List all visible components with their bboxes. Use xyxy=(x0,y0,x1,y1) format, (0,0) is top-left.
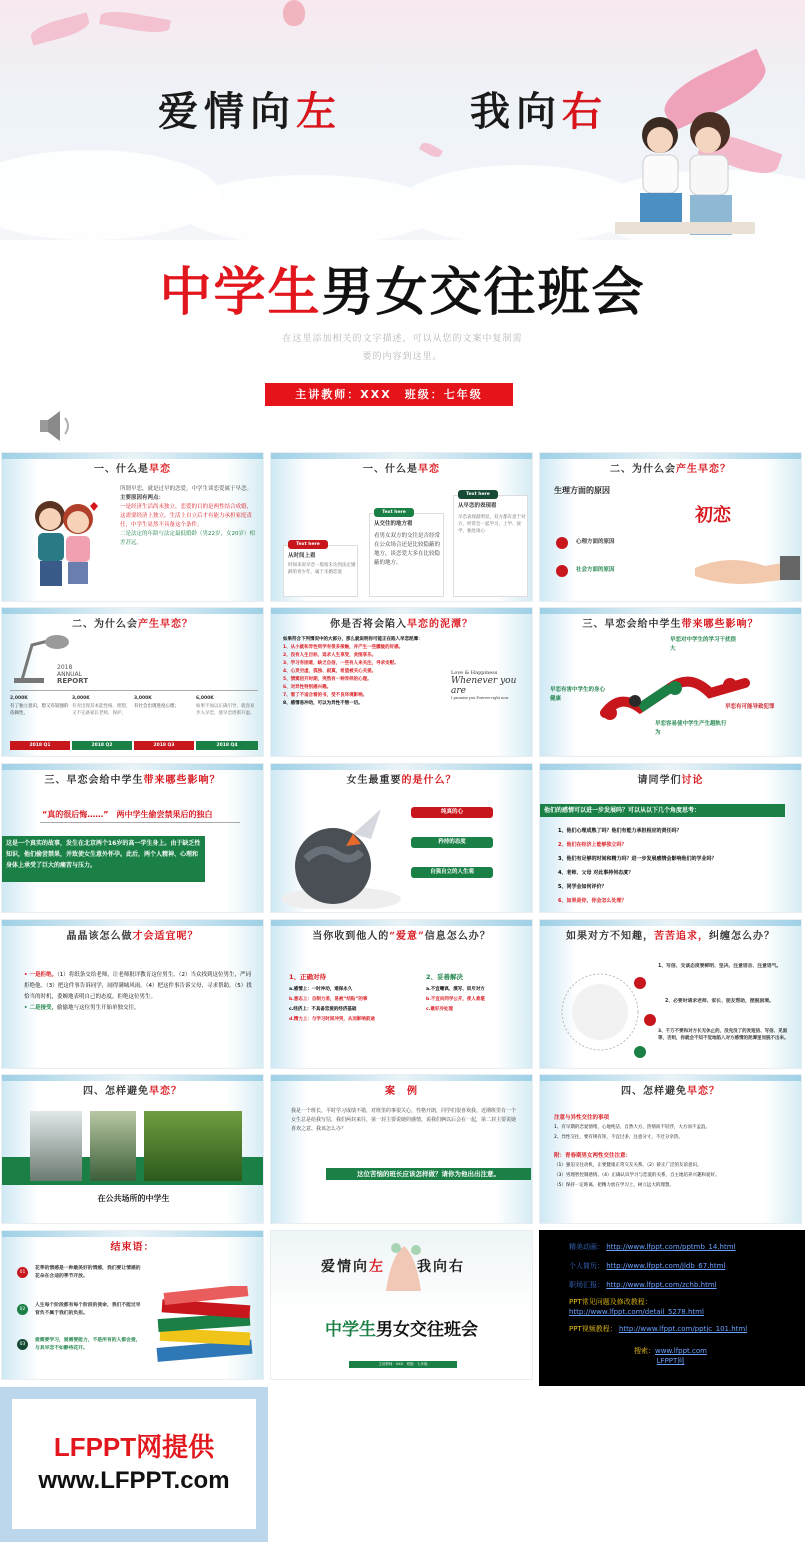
card-tag: Text here xyxy=(374,508,414,517)
card-text: 早恋表现最明显，双方都有意于对方，经常会一起学习、上学、放学，独处谈心 xyxy=(458,515,526,534)
links-panel xyxy=(539,1230,805,1386)
slide-impacts xyxy=(539,607,802,757)
slide-conclusion xyxy=(1,1230,264,1380)
virtue-label: 矜持的态度 xyxy=(411,837,493,848)
slide-jingjing xyxy=(1,919,264,1069)
case-question: 这位苦恼的班长应该怎样做？请你为他出出注意。 xyxy=(326,1168,531,1180)
report-col: 3,000K 有社会出现进度心理； xyxy=(134,696,179,709)
conclusion-text: 花季的情感是一种最美好的情感，我们要让情感的花朵在合适的季节开放。 xyxy=(35,1266,141,1279)
slide-title: 四、怎样避免早恋？ xyxy=(621,1086,720,1097)
closing-teacher: 主讲教师：XXX 班级：七年级 xyxy=(349,1361,457,1368)
quote-line: “真的很后悔……” 两中学生偷尝禁果后的独白 xyxy=(42,810,213,819)
banner-title: LFPPT网提供 xyxy=(53,1432,215,1462)
step-text: 3、千万不要和对方长无休止的，没完没了的发短信、写信、见面等，否则，你就会不知不觉地陷入对方感情的泥潭里而脱不出来。 xyxy=(658,1029,789,1041)
annual-report: 2018 ANNUAL REPORT xyxy=(57,664,89,685)
card-heading: 从早恋的表现看 xyxy=(458,503,497,509)
definition-text: 所谓早恋，就是过早的恋爱。中学生谈恋爱属于早恋。 主要原因有两点： 一是经济生活尚未独立，恋爱的目的是两性结合成婚，这需要经济上独立，生活上自立后才有能力承担家庭责任，中学生显然不具备这个条件。 二是法定的年龄与法定最低婚龄（男22岁，女20岁）相差甚远。 xyxy=(120,486,255,546)
books-illustration xyxy=(152,1286,260,1366)
slide-discussion xyxy=(539,763,802,913)
banner-url[interactable]: www.LFPPT.com xyxy=(38,1467,230,1494)
section-heading: 生理方面的原因 xyxy=(554,486,610,495)
avoid-notes: 注意与异性交往的事项 1、有早期的恋爱情绪，心地纯洁，自然大方，热情而不轻浮，大方而不孟浪。 2、异性交往，要有规有矩，不宜过多，注意分寸，不过分亲热。 附：青春期男女两性交往注意： （1）强迫交往动机，正要健康正常交友关系。（2）矫正广泛的友谊意识。 （3）男理智控制感情。（4）正确认识学习与恋爱的关系，自主地培养兴趣和爱好。 （5）保持一定距离，把精力放在学习上，树立远大的理想。 xyxy=(554,1115,720,1188)
impact-label: 早恋有害中学生的身心健康 xyxy=(550,687,606,702)
slide-title: 晶晶该怎么做才会适宜呢？ xyxy=(66,931,199,942)
slide-how-to-avoid-2 xyxy=(539,1074,802,1224)
subtitle: 在这里添加相关的文字描述，可以从您的文案中复制需 要的内容到这里。 xyxy=(282,334,523,362)
slide-are-you-trapped xyxy=(270,607,533,757)
card-behavior xyxy=(453,492,528,597)
slide-persistent-pursuit xyxy=(539,919,802,1069)
link-list xyxy=(569,1240,747,1336)
lfppt-banner xyxy=(0,1387,268,1542)
slide-how-to-avoid xyxy=(1,1074,264,1224)
slide-title: 三、早恋会给中学生带来哪些影响？ xyxy=(582,619,759,630)
link-item[interactable]: 精美动画： http://www.lfppt.com/pptmb_14.html xyxy=(569,1243,736,1251)
virtue-label: 纯真的心 xyxy=(411,807,493,818)
step-text: 2、必要时请求老师、家长、朋友帮助，摆脱困境。 xyxy=(665,999,774,1004)
slide-real-story xyxy=(1,763,264,913)
slide-closing xyxy=(270,1230,533,1380)
card-tag: Text here xyxy=(288,540,328,549)
closing-title: 中学生男女交往班会 xyxy=(325,1320,478,1340)
slide-title: 二、为什么会产生早恋？ xyxy=(610,464,731,475)
bullet-icon xyxy=(556,537,568,549)
globe-rocket-illustration xyxy=(281,804,401,909)
reason-item: 心理方面的原因 xyxy=(576,539,615,545)
kids-illustration xyxy=(30,491,100,591)
impact-label: 早恋对中学生的学习干扰很大 xyxy=(670,637,737,652)
slide-why-early-love xyxy=(539,452,802,602)
search-block[interactable]: 搜索：www.lfppt.com LFPPT网 xyxy=(634,1347,707,1365)
number-badge: 03 xyxy=(17,1339,28,1350)
checklist: 如果符合下列情况中的大部分，那么就说明你可能正在陷入早恋泥潭： 1、从小就和异性同学有很多接触，并产生一些朦胧的好感。 2、没有人生目标，追求人生享受，贪图享乐。 3、学习有困难，缺乏自信，一些有人来关注，寻求安慰。 4、心灵空虚，孤独、寂寞，希望被关心关爱。 5、情窦初开时期，突然有一种异样的心理。 6、对异性特别感兴趣。 7、看了不适合看的书，受不良环境影响。 8、感情易冲动，可以为异性不惜一切。 xyxy=(283,637,423,706)
photo-bus-stop xyxy=(30,1111,82,1181)
photo-couple xyxy=(90,1111,136,1181)
bullet-icon xyxy=(556,565,568,577)
report-col: 2,000K 有了独立意识，想又有较强的依赖性。 xyxy=(10,696,69,716)
slide-title: 案 例 xyxy=(385,1086,418,1097)
closing-calligraphy: 爱情向左 我向右 xyxy=(321,1259,465,1275)
photo-lawn xyxy=(144,1111,242,1181)
report-col: 6,000K 如果不加以正确引导，就容易步入早恋，使早恋逐渐升温。 xyxy=(196,696,255,716)
reason-item: 社会方面的原因 xyxy=(576,567,615,573)
quarter-tag: 2018 Q3 xyxy=(134,741,194,750)
handle-correctly: 1、正确对待 a.感情上：一时冲动，难保永久 b.意志上：自制力差，易被“结贴”的事 c.经济上：不具备恋爱的经济基础 d.精力上：与学习时间冲突，从而影响前途 xyxy=(289,973,375,1022)
slide-title: 当你收到他人的“爱意”信息怎么办？ xyxy=(312,931,491,942)
cover-slide xyxy=(0,0,805,450)
slide-title: 女生最重要的是什么？ xyxy=(346,775,457,786)
card-place xyxy=(369,510,444,597)
impact-label: 早恋有可能导致犯罪 xyxy=(725,704,775,710)
quarter-tag: 2018 Q4 xyxy=(196,741,258,750)
first-love-art: 初恋 xyxy=(695,505,731,526)
case-story: 我是一个班长，平时学习成绩不错，对班里的事很关心，性格开朗，同学们很喜欢我。近期班里有一个女生总是给我写信，我们两封来往，第一封主要说她的感情，说我们俩以后会在一起，第二封主要说她喜欢之意。我该怎么办？ xyxy=(291,1108,517,1132)
slide-title: 你是否将会陷入早恋的泥潭？ xyxy=(330,619,473,630)
slide-title: 结束语： xyxy=(110,1242,155,1253)
calligraphy-left: 爱情向左 xyxy=(158,88,342,135)
slide-what-is-early-love-2 xyxy=(270,452,533,602)
conclusion-text: 人生每个阶段都有每个阶段的使命，我们不能过早背负不属于我们的负担。 xyxy=(35,1303,141,1316)
slide-title: 一、什么是早恋 xyxy=(363,464,440,475)
slide-title: 二、为什么会产生早恋？ xyxy=(72,619,193,630)
number-badge: 01 xyxy=(17,1267,28,1278)
impact-label: 早恋容易使中学生产生越轨行为 xyxy=(655,721,727,736)
banner-card xyxy=(12,1399,256,1529)
link-item[interactable]: 职场汇报： http://www.lfppt.com/zchb.html xyxy=(569,1281,717,1289)
virtue-label: 自强自立的人生观 xyxy=(411,867,493,878)
slide-why-early-love-2 xyxy=(1,607,264,757)
story-box: 这是一个真实的故事，发生在北京两个16岁的高一学生身上。由于缺乏性知识，他们偷尝禁果，并致使女生意外怀孕。此后，两个人精神、心理和身体上承受了巨大的痛苦与压力。 xyxy=(2,836,205,882)
slide-title: 请同学们讨论 xyxy=(637,775,704,786)
card-heading: 从时间上看 xyxy=(288,553,316,559)
slide-what-is-early-love xyxy=(1,452,264,602)
divider xyxy=(10,690,258,691)
hand-illustration xyxy=(690,548,800,588)
love-script: Love & Happiness Whenever you are I promise you Forever right now xyxy=(451,670,517,700)
card-tag: Text here xyxy=(458,490,498,499)
card-time xyxy=(283,542,358,597)
link-item[interactable]: 个人简历： http://www.lfppt.com/jldb_67.html xyxy=(569,1262,726,1270)
slide-receive-love-message xyxy=(270,919,533,1069)
link-item[interactable]: PPT常见问题及修改教程： http://www.lfppt.com/detail_5278.html xyxy=(569,1298,704,1316)
slide-title: 一、什么是早恋 xyxy=(94,464,171,475)
card-text: 时间来说早恋一般指未达到法定婚龄的青少年，属于未婚恋爱 xyxy=(288,563,356,575)
slide-title: 如果对方不知趣，苦苦追求，纠缠怎么办？ xyxy=(566,931,775,942)
slide-case-study xyxy=(270,1074,533,1224)
options-text: • 一是拒绝。（1）将纸条交给老师，让老师批评教育这位男生。（2）当众找到这位男生，严词拒绝他。（3）把这件事告诉同学，闹得满城风雨。（4）把这件事告诉父母，寻求帮助。（5）找恰当的时机，委婉地表明自己的态度，拒绝这位男生。 • 二是接受，偷偷地与这位男生开始单独交往。 xyxy=(24,972,252,1011)
report-col: 3,000K 有对出现其本能性格，理想，又不完备家长老师，保护。 xyxy=(72,696,131,716)
divider xyxy=(40,822,240,823)
quarter-tag: 2018 Q1 xyxy=(10,741,70,750)
handle-properly: 2、妥善解决 a.不宜嘲讽、漠写、训斥对方 b.不宜向同学公开，使人难堪 c.最好冷处理 xyxy=(426,973,485,1012)
circle-diagram xyxy=(555,960,665,1060)
photo-caption: 在公共场所的中学生 xyxy=(97,1194,170,1203)
link-item[interactable]: PPT视频教程： http://www.lfppt.com/pptjc_101.html xyxy=(569,1325,748,1333)
slide-title: 三、早恋会给中学生带来哪些影响？ xyxy=(44,775,221,786)
slide-title: 四、怎样避免早恋？ xyxy=(83,1086,182,1097)
couple-illustration xyxy=(615,110,755,245)
step-text: 1、写信、交谈态度要鲜明、坚决、注意语言、注意语气。 xyxy=(658,964,782,969)
discussion-header: 他们的感情可以进一步发展吗？可以从以下几个角度思考： xyxy=(540,804,785,817)
question-list: 1、他们心理成熟了吗？他们有能力承担相应的责任吗？ 2、他们在经济上能够独立吗？ 3、他们有足够的时间和精力吗？进一步发展感情会影响他们的学业吗？ 4、老师、父母 对此事持何态度？ 5、同学会如何评价？ 6、如果是你，你会怎么处理？ xyxy=(558,828,717,904)
conclusion-text: 爱需要学习，爱需要能力，不是所有的人都会爱，与其早恋不如静待花开。 xyxy=(35,1338,141,1351)
number-badge: 02 xyxy=(17,1304,28,1315)
card-heading: 从交往的地方看 xyxy=(374,521,413,527)
page-title: 中学生男女交往班会 xyxy=(159,263,646,323)
quarter-tag: 2018 Q2 xyxy=(72,741,132,750)
teacher-banner: 主讲教师：XXX 班级：七年级 xyxy=(265,383,513,406)
hot-air-balloon xyxy=(283,0,305,26)
speaker-icon[interactable] xyxy=(38,408,76,444)
calligraphy-right: 我向右 xyxy=(470,88,608,135)
card-text: 看男女双方的交往是否经常在公众场合还是比较隐蔽的地方，谈恋爱大多在比较隐蔽的地方。 xyxy=(374,533,441,566)
slide-girls-most-important xyxy=(270,763,533,913)
